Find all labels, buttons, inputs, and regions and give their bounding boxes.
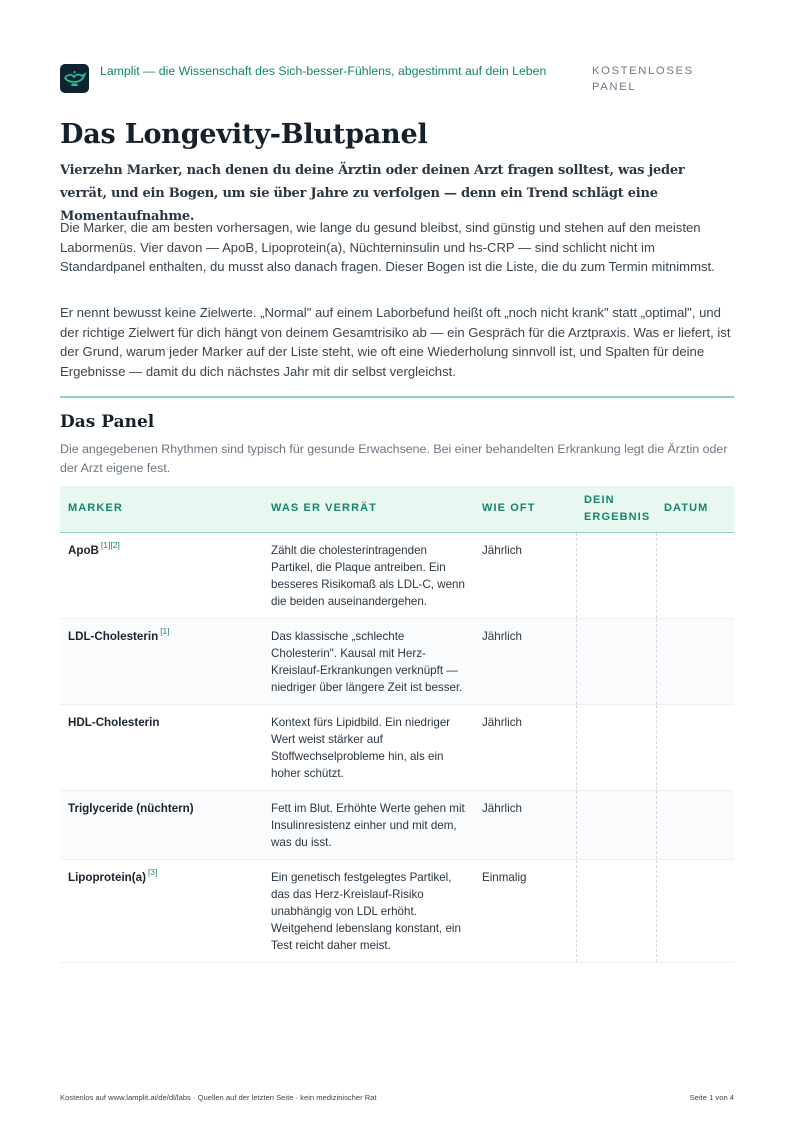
frequency-cell: Jährlich — [474, 704, 576, 790]
reveals-cell: Kontext fürs Lipidbild. Ein niedriger Wert weist stärker auf Stoffwechselprobleme hin, als ein hoher schützt. — [263, 704, 474, 790]
marker-cell — [60, 704, 263, 790]
column-header-date: DATUM — [664, 502, 709, 515]
panel-table — [60, 486, 734, 963]
marker-name: LDL-Cholesterin — [68, 629, 159, 643]
table-header-row — [60, 486, 734, 532]
footer-source-note: Kostenlos auf www.lamplit.ai/de/dl/labs · Quellen auf der letzten Seite · kein medizinischer Rat — [60, 1093, 377, 1102]
table-row — [60, 790, 734, 859]
date-cell[interactable] — [656, 790, 734, 859]
frequency-cell: Jährlich — [474, 618, 576, 704]
marker-cell — [60, 618, 263, 704]
marker-cell — [60, 532, 263, 618]
intro-paragraph: Die Marker, die am besten vorhersagen, wie lange du gesund bleibst, sind günstig und stehen auf den meisten Labormenüs. Vier davon — ApoB, Lipoprotein(a), Nüchterninsulin und hs-CRP — sind schlicht nicht im Standardpanel enthalten, du musst also danach fragen. Dieser Bogen ist die Liste, die du zum Termin mitnimmst. — [60, 220, 715, 274]
citation-ref[interactable]: [3] — [147, 866, 158, 877]
brand-tagline: Lamplit — die Wissenschaft des Sich-besser-Fühlens, abgestimmt auf dein Leben — [100, 64, 547, 78]
marker-cell — [60, 790, 263, 859]
page-title: Das Longevity-Blutpanel — [60, 119, 428, 150]
intro-paragraph: Er nennt bewusst keine Zielwerte. „Normal" auf einem Laborbefund heißt oft „noch nicht krank" statt „optimal", und der richtige Zielwert für dich hängt von deinem Gesamtrisiko ab — ein Gespräch für die Arztpraxis. Was er liefert, ist der Grund, warum jeder Marker auf der Liste steht, wie oft eine Wiederholung sinnvoll ist, und Spalten für deine Ergebnisse — damit du dich nächstes Jahr mit dir selbst vergleichst. — [60, 305, 731, 379]
result-cell[interactable] — [576, 790, 656, 859]
marker-name: Triglyceride (nüchtern) — [68, 801, 194, 815]
result-cell[interactable] — [576, 618, 656, 704]
date-cell[interactable] — [656, 532, 734, 618]
section-heading: Das Panel — [60, 412, 155, 432]
page-header — [60, 62, 734, 98]
marker-cell — [60, 859, 263, 962]
result-cell[interactable] — [576, 704, 656, 790]
citation-ref[interactable]: [1][2] — [100, 539, 120, 550]
date-cell[interactable] — [656, 618, 734, 704]
date-cell[interactable] — [656, 704, 734, 790]
column-header-result: DEIN ERGEBNIS — [584, 493, 651, 523]
marker-name: ApoB — [68, 543, 99, 557]
section-divider — [60, 396, 734, 398]
column-header-reveals: WAS ER VERRÄT — [271, 502, 377, 515]
reveals-cell: Fett im Blut. Erhöhte Werte gehen mit Insulinresistenz einher und mit dem, was du isst. — [263, 790, 474, 859]
frequency-cell: Jährlich — [474, 532, 576, 618]
reveals-cell: Das klassische „schlechte Cholesterin". Kausal mit Herz-Kreislauf-Erkrankungen verknüpft — niedriger über längere Zeit ist besser. — [263, 618, 474, 704]
page-number: Seite 1 von 4 — [689, 1093, 734, 1102]
table-row — [60, 859, 734, 962]
result-cell[interactable] — [576, 859, 656, 962]
free-panel-badge: KOSTENLOSES PANEL — [592, 65, 694, 93]
frequency-cell: Einmalig — [474, 859, 576, 962]
reveals-cell: Zählt die cholesterintragenden Partikel, die Plaque antreiben. Ein besseres Risikomaß als LDL-C, wenn die beiden auseinandergehen. — [263, 532, 474, 618]
lamp-icon — [60, 64, 89, 93]
reveals-cell: Ein genetisch festgelegtes Partikel, das das Herz-Kreislauf-Risiko unabhängig von LDL erhöht. Weitgehend lebenslang konstant, ein Test reicht daher meist. — [263, 859, 474, 962]
section-note: Die angegebenen Rhythmen sind typisch für gesunde Erwachsene. Bei einer behandelten Erkrankung legt die Ärztin oder der Arzt eigene fest. — [60, 442, 728, 475]
citation-ref[interactable]: [1] — [160, 625, 170, 636]
marker-name: HDL-Cholesterin — [68, 715, 160, 729]
marker-name: Lipoprotein(a) — [68, 870, 146, 884]
result-cell[interactable] — [576, 532, 656, 618]
table-row — [60, 618, 734, 704]
date-cell[interactable] — [656, 859, 734, 962]
column-header-frequency: WIE OFT — [482, 502, 536, 515]
table-row — [60, 704, 734, 790]
page-subtitle: Vierzehn Marker, nach denen du deine Ärztin oder deinen Arzt fragen solltest, was jeder verrät, und ein Bogen, um sie über Jahre zu verfolgen — denn ein Trend schlägt eine Momentaufnahme. — [60, 163, 685, 224]
table-row — [60, 532, 734, 618]
column-header-marker: MARKER — [68, 502, 123, 515]
frequency-cell: Jährlich — [474, 790, 576, 859]
